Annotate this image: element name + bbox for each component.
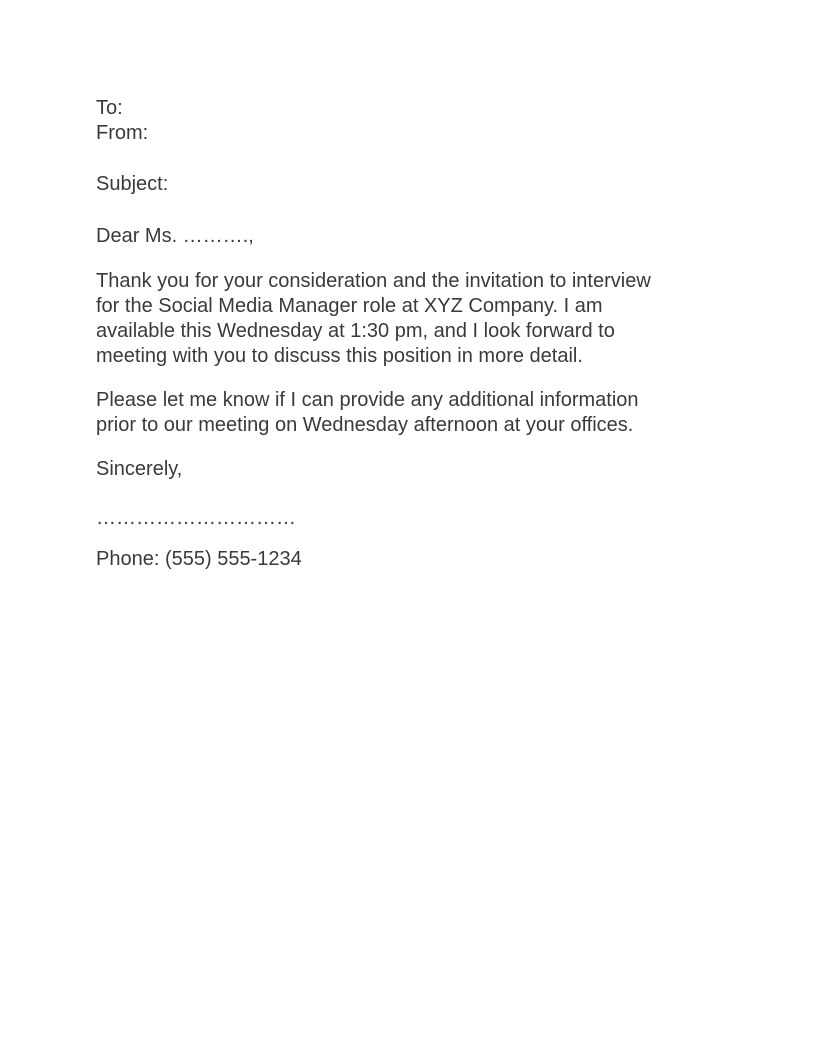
body-paragraph-1 (96, 269, 716, 369)
salutation: Dear Ms. ………., (96, 225, 254, 247)
paragraph-line: Thank you for your consideration and the invitation to interview (96, 270, 651, 292)
body-paragraph-2 (96, 388, 716, 438)
paragraph-line: prior to our meeting on Wednesday afternoon at your offices. (96, 414, 634, 436)
paragraph-line: meeting with you to discuss this position in more detail. (96, 345, 583, 367)
letter-body (96, 96, 716, 572)
paragraph-line: for the Social Media Manager role at XYZ Company. I am (96, 295, 603, 317)
closing: Sincerely, (96, 458, 183, 480)
paragraph-line: Please let me know if I can provide any additional information (96, 389, 639, 411)
from-line: From: (96, 122, 149, 144)
phone-line: Phone: (555) 555-1234 (96, 548, 302, 570)
subject-line: Subject: (96, 173, 169, 195)
to-line: To: (96, 97, 123, 119)
signature-placeholder: ………………………… (96, 507, 296, 529)
paragraph-line: available this Wednesday at 1:30 pm, and I look forward to (96, 320, 615, 342)
